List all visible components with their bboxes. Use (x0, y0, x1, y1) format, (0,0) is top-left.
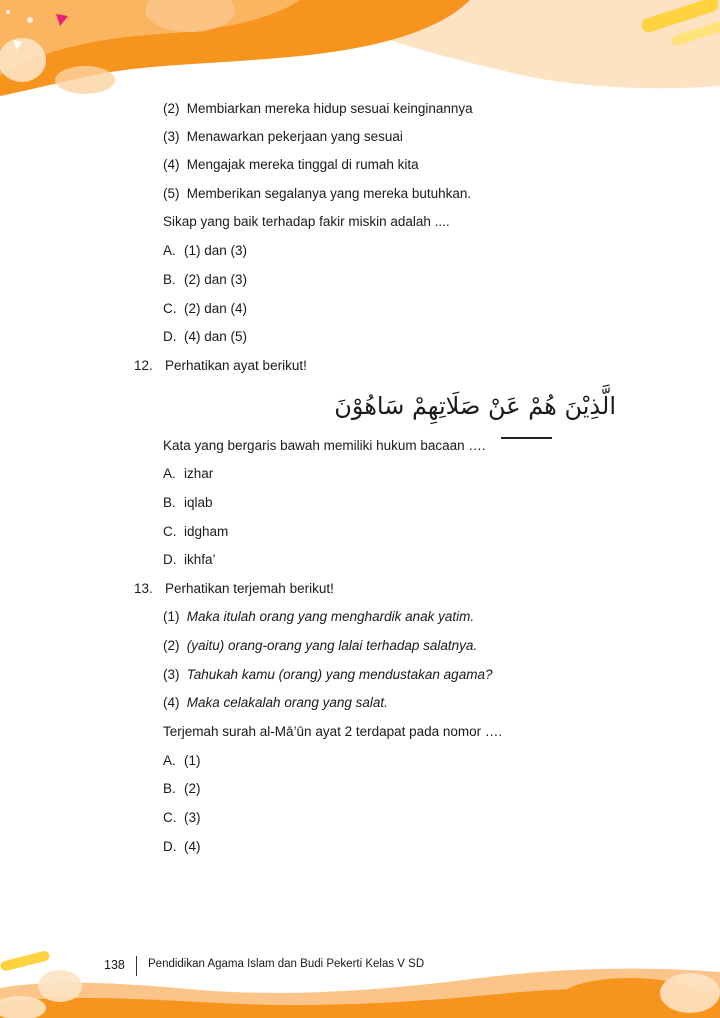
q12-arabic-verse: الَّذِيْنَ هُمْ عَنْ صَلَاتِهِمْ سَاهُوْنَ (334, 392, 616, 420)
q11-item-4: (4) Mengajak mereka tinggal di rumah kita (163, 157, 419, 172)
footer-divider (136, 956, 137, 976)
q13-option-c[interactable]: C. (3) (163, 810, 201, 825)
q13-heading: 13. Perhatikan terjemah berikut! (134, 581, 334, 596)
q11-option-b[interactable]: B. (2) dan (3) (163, 272, 248, 287)
q11-item-3: (3) Menawarkan pekerjaan yang sesuai (163, 129, 403, 144)
q11-option-a[interactable]: A. (1) dan (3) (163, 243, 248, 258)
q13-option-a[interactable]: A. (1) (163, 753, 201, 768)
q13-item-4: (4) Maka celakalah orang yang salat. (163, 695, 388, 710)
q13-option-d[interactable]: D. (4) (163, 839, 201, 854)
q13-item-2: (2) (yaitu) orang-orang yang lalai terhadap salatnya. (163, 638, 478, 653)
q13-item-1: (1) Maka itulah orang yang menghardik anak yatim. (163, 609, 475, 624)
page-number: 138 (104, 958, 125, 972)
header-decoration (0, 0, 720, 100)
q13-stem: Terjemah surah al-Mā’ūn ayat 2 terdapat pada nomor …. (163, 724, 503, 739)
q11-stem: Sikap yang baik terhadap fakir miskin adalah .... (163, 214, 450, 229)
q11-item-2: (2) Membiarkan mereka hidup sesuai keinginannya (163, 101, 473, 116)
q12-option-d[interactable]: D. ikhfa’ (163, 552, 216, 567)
underline-marker (501, 437, 552, 439)
q11-item-5: (5) Memberikan segalanya yang mereka butuhkan. (163, 186, 472, 201)
q13-item-3: (3) Tahukah kamu (orang) yang mendustakan agama? (163, 667, 493, 682)
q12-option-c[interactable]: C. idgham (163, 524, 229, 539)
q12-option-b[interactable]: B. iqlab (163, 495, 213, 510)
q11-option-c[interactable]: C. (2) dan (4) (163, 301, 248, 316)
q12-heading: 12. Perhatikan ayat berikut! (134, 358, 307, 373)
q12-option-a[interactable]: A. izhar (163, 466, 214, 481)
book-title: Pendidikan Agama Islam dan Budi Pekerti Kelas V SD (148, 958, 425, 970)
q12-stem: Kata yang bergaris bawah memiliki hukum bacaan …. (163, 438, 486, 453)
q11-option-d[interactable]: D. (4) dan (5) (163, 329, 248, 344)
q13-option-b[interactable]: B. (2) (163, 781, 201, 796)
